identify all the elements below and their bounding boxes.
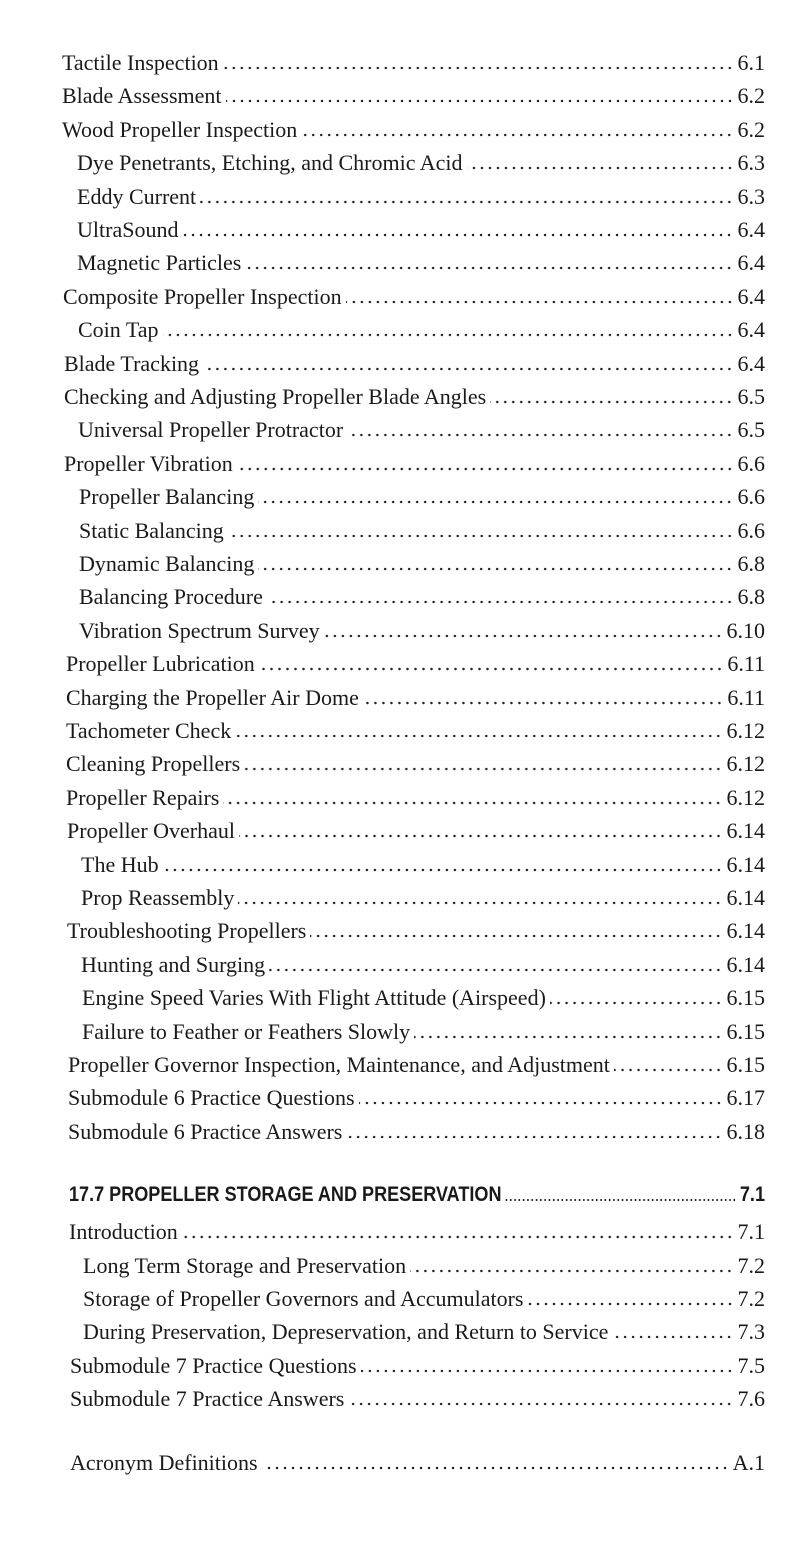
toc-entry[interactable] [83,1315,765,1345]
toc-entry-title: Eddy Current [77,183,197,209]
toc-page-number: 7.1 [737,1219,765,1245]
dot-leader [239,833,723,839]
dot-leader [228,533,734,539]
toc-page-number: 6.12 [726,751,765,777]
toc-entry[interactable] [70,1382,765,1412]
toc-entry[interactable] [77,246,765,276]
dot-leader [346,299,734,305]
toc-page-number: 6.3 [737,150,765,176]
toc-entry[interactable] [81,948,765,978]
toc-entry-title: Composite Propeller Inspection [63,283,342,309]
dot-leader [324,633,723,639]
dot-leader [258,566,733,572]
toc-entry-title: Dynamic Balancing [79,551,255,576]
toc-entry-title: Blade Assessment [62,83,222,109]
toc-entry[interactable] [68,1081,765,1111]
toc-entry-title: Propeller Balancing [79,484,255,510]
toc-entry[interactable] [66,714,765,744]
toc-page-number: 6.1 [737,50,765,75]
toc-page-number: 7.5 [737,1352,765,1378]
toc-page-number: 6.5 [737,384,765,409]
toc-page-number: 6.14 [726,951,765,977]
toc-entry[interactable] [66,647,765,677]
toc-entry[interactable] [67,814,765,844]
dot-leader [612,1334,733,1340]
toc-entry-title: Propeller Repairs [66,784,220,810]
toc-entry-title: Vibration Spectrum Survey [79,617,320,643]
toc-page-number: A.1 [732,1449,765,1475]
toc-entry-title: Dye Penetrants, Etching, and Chromic Acid [77,150,463,176]
dot-leader [259,666,724,672]
dot-leader [528,1301,734,1307]
dot-leader [237,466,734,472]
toc-page-number: 6.6 [737,450,765,476]
dot-leader [346,1134,722,1140]
dot-leader [235,733,722,739]
toc-page-number: 6.11 [727,684,765,710]
toc-page-number: 6.17 [726,1085,765,1111]
toc-entry-title: The Hub [81,851,159,877]
dot-leader [182,232,733,238]
toc-entry-title: Propeller Overhaul [67,818,235,844]
toc-entry[interactable] [63,280,765,310]
toc-entry-title: Acronym Definitions [70,1449,258,1475]
toc-entry-title: Blade Tracking [64,350,200,376]
toc-page-number: 6.10 [726,617,765,643]
dot-leader [238,900,722,906]
dot-leader [163,867,723,873]
toc-entry-title: Storage of Propeller Governors and Accumulators [83,1286,524,1311]
toc-entry-title: Engine Speed Varies With Flight Attitude (Airspeed) [82,985,546,1011]
toc-entry-title: Introduction [69,1219,178,1245]
toc-entry-title: Charging the Propeller Air Dome [66,684,359,710]
toc-entry[interactable] [66,681,765,711]
toc-page-number: 6.12 [726,718,765,743]
toc-entry-title: Propeller Lubrication [66,651,255,677]
dot-leader [262,1465,729,1471]
dot-leader [363,700,723,706]
dot-leader [414,1034,722,1040]
toc-entry-title: Cleaning Propellers [66,751,241,777]
toc-entry[interactable] [66,781,765,811]
toc-entry[interactable] [64,380,765,410]
toc-entry[interactable] [79,547,765,577]
toc-entry[interactable] [79,480,765,510]
toc-entry[interactable] [83,1249,765,1279]
dot-leader [258,499,733,505]
dot-leader [267,599,734,605]
toc-entry[interactable] [70,1446,765,1476]
toc-page-number: 6.4 [737,250,765,276]
dot-leader [203,366,733,372]
toc-page-number: 6.11 [727,651,765,677]
toc-page-number: 6.12 [726,784,765,810]
toc-page-number: 6.2 [737,83,765,109]
toc-entry-title: Checking and Adjusting Propeller Blade Angles [64,384,487,409]
toc-entry-title: Wood Propeller Inspection [62,116,298,142]
toc-entry-title: Prop Reassembly [81,885,235,910]
toc-entry-title: Submodule 7 Practice Questions [70,1352,357,1378]
toc-entry-title: Coin Tap [78,317,159,343]
toc-entry-title: UltraSound [77,217,179,242]
toc-entry[interactable] [79,614,765,644]
dot-leader [361,1368,734,1374]
toc-entry-title: Hunting and Surging [81,951,266,977]
toc-entry-title: Failure to Feather or Feathers Slowly [82,1018,411,1044]
toc-page-number: 6.14 [726,851,765,877]
toc-entry[interactable] [82,1015,765,1045]
toc-page-number: 6.18 [726,1118,765,1144]
toc-entry[interactable] [67,914,765,944]
toc-entry[interactable] [68,1115,765,1145]
toc-entry-title: Tachometer Check [66,718,232,743]
toc-page-number: 7.2 [737,1252,765,1278]
dot-leader [301,132,733,138]
toc-entry[interactable] [82,981,765,1011]
toc-page-number: 6.4 [737,350,765,376]
dot-leader [359,1100,723,1106]
dot-leader [244,766,722,772]
dot-leader [182,1234,734,1240]
toc-page-number: 6.4 [737,317,765,343]
toc-entry[interactable] [78,313,765,343]
dot-leader [223,65,734,71]
toc-entry[interactable] [77,180,765,210]
toc-entry[interactable] [78,413,765,443]
toc-entry-title: Troubleshooting Propellers [67,918,307,944]
dot-leader [226,98,734,104]
toc-page-number: 6.14 [726,818,765,844]
toc-entry-title: 17.7 PROPELLER STORAGE AND PRESERVATION [69,1183,502,1207]
toc-entry[interactable] [68,1048,765,1078]
toc-entry-title: Submodule 6 Practice Answers [68,1118,343,1144]
toc-entry[interactable] [79,514,765,544]
dot-leader [223,800,722,806]
toc-entry[interactable] [79,580,765,610]
toc-page-number: 6.4 [737,283,765,309]
toc-entry-title: Submodule 7 Practice Answers [70,1386,345,1412]
toc-entry[interactable] [62,79,765,109]
dot-leader [163,332,734,338]
toc-entry-title: Long Term Storage and Preservation [83,1252,407,1278]
dot-leader [310,933,722,939]
toc-page-number: 6.2 [737,116,765,142]
toc-entry[interactable] [64,447,765,477]
dot-leader [614,1067,723,1073]
toc-entry[interactable] [66,747,765,777]
toc-entry[interactable] [83,1282,765,1312]
toc-page-number: 6.5 [737,417,765,443]
toc-entry[interactable] [69,1215,765,1245]
toc-entry-title: Magnetic Particles [77,250,242,276]
toc-entry-title: During Preservation, Depreservation, and Return to Service [83,1319,609,1345]
toc-page-number: 6.6 [737,517,765,543]
toc-page-number: 6.14 [726,885,765,910]
toc-entry-title: Tactile Inspection [62,50,219,75]
dot-leader [348,1401,733,1407]
toc-entry-title: Propeller Governor Inspection, Maintenance, and Adjustment [68,1052,610,1077]
toc-entry-title: Universal Propeller Protractor [78,417,344,443]
toc-page-number: 7.2 [737,1286,765,1311]
toc-page-number: 6.3 [737,183,765,209]
dot-leader [347,432,733,438]
toc-entry[interactable] [62,46,765,76]
toc-page-number: 6.15 [726,1052,765,1077]
toc-entry-title: Static Balancing [79,517,224,543]
toc-page-number: 7.6 [737,1386,765,1412]
toc-page-number: 6.8 [737,584,765,610]
toc-section-heading[interactable] [69,1178,765,1208]
toc-page-number: 6.4 [737,217,765,242]
toc-page-number: 7.3 [737,1319,765,1345]
toc-page-number: 6.6 [737,484,765,510]
toc-page-number: 7.1 [739,1183,765,1207]
toc-page-number: 6.14 [726,918,765,944]
toc-page-number: 6.15 [726,1018,765,1044]
toc-page-number: 6.15 [726,985,765,1011]
toc-entry[interactable] [77,213,765,243]
toc-page-number: 6.8 [737,551,765,576]
toc-entry-title: Propeller Vibration [64,450,233,476]
dot-leader [269,967,722,973]
dot-leader [550,1000,723,1006]
dot-leader [505,1197,736,1203]
dot-leader [467,165,734,171]
dot-leader [245,265,733,271]
dot-leader [200,199,733,205]
toc-entry[interactable] [62,113,765,143]
toc-entry[interactable] [81,848,765,878]
toc-entry[interactable] [70,1349,765,1379]
toc-entry[interactable] [81,881,765,911]
dot-leader [490,399,733,405]
dot-leader [410,1268,733,1274]
toc-entry-title: Balancing Procedure [79,584,263,610]
toc-entry[interactable] [64,347,765,377]
toc-entry[interactable] [77,146,765,176]
toc-entry-title: Submodule 6 Practice Questions [68,1085,355,1111]
